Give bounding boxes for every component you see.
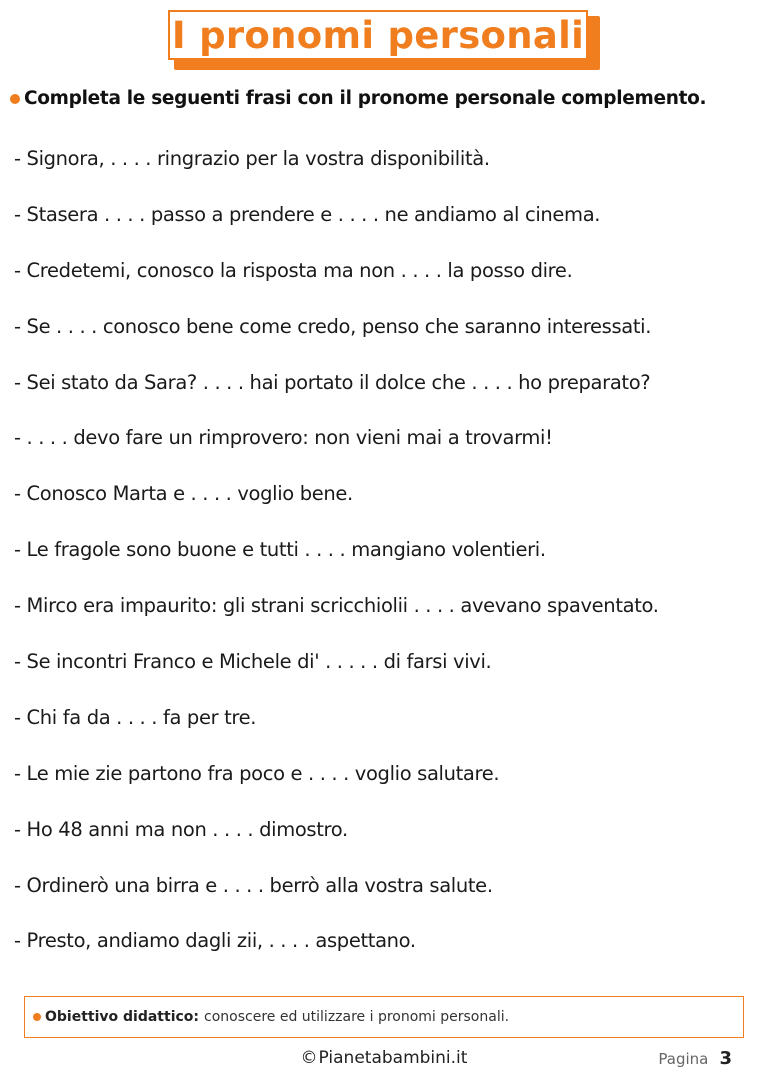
instruction-text: Completa le seguenti frasi con il pronome personale complemento.: [24, 88, 707, 109]
page-number: [658, 1048, 732, 1069]
sentence-15: - Presto, andiamo dagli zii, . . . . aspettano.: [14, 929, 416, 953]
sentence-10: - Se incontri Franco e Michele di' . . . . . di farsi vivi.: [14, 650, 492, 674]
sentence-6: - . . . . devo fare un rimprovero: non vieni mai a trovarmi!: [14, 426, 553, 450]
sentence-4: - Se . . . . conosco bene come credo, penso che saranno interessati.: [14, 314, 652, 338]
sentence-8: - Le fragole sono buone e tutti . . . . mangiano volentieri.: [14, 538, 546, 562]
page-value: 3: [719, 1048, 732, 1069]
bullet-icon: [10, 94, 20, 104]
sentence-5: - Sei stato da Sara? . . . . hai portato il dolce che . . . . ho preparato?: [14, 370, 651, 394]
objective-text: conoscere ed utilizzare i pronomi personali.: [204, 1009, 510, 1025]
sentence-7: - Conosco Marta e . . . . voglio bene.: [14, 482, 353, 506]
sentence-list: [14, 141, 754, 979]
instruction: [10, 88, 760, 109]
bullet-icon: [33, 1013, 41, 1021]
objective-box: [24, 996, 744, 1038]
sentence-9: - Mirco era impaurito: gli strani scricchiolii . . . . avevano spaventato.: [14, 594, 659, 618]
page-title: I pronomi personali: [171, 13, 585, 57]
sentence-2: - Stasera . . . . passo a prendere e . . . . ne andiamo al cinema.: [14, 202, 601, 226]
title-box: [168, 10, 588, 60]
sentence-12: - Le mie zie partono fra poco e . . . . voglio salutare.: [14, 761, 500, 785]
sentence-14: - Ordinerò una birra e . . . . berrò alla vostra salute.: [14, 873, 493, 897]
site-credit: [0, 1048, 768, 1068]
objective-label: Obiettivo didattico:: [45, 1009, 200, 1025]
sentence-11: - Chi fa da . . . . fa per tre.: [14, 705, 257, 729]
sentence-1: - Signora, . . . . ringrazio per la vostra disponibilità.: [14, 147, 490, 170]
page-label: Pagina: [658, 1050, 709, 1068]
title-banner: [168, 10, 600, 70]
copyright-icon: ©: [300, 1048, 318, 1068]
sentence-13: - Ho 48 anni ma non . . . . dimostro.: [14, 817, 348, 841]
sentence-3: - Credetemi, conosco la risposta ma non . . . . la posso dire.: [14, 258, 573, 282]
site-name: Pianetabambini.it: [318, 1048, 468, 1068]
